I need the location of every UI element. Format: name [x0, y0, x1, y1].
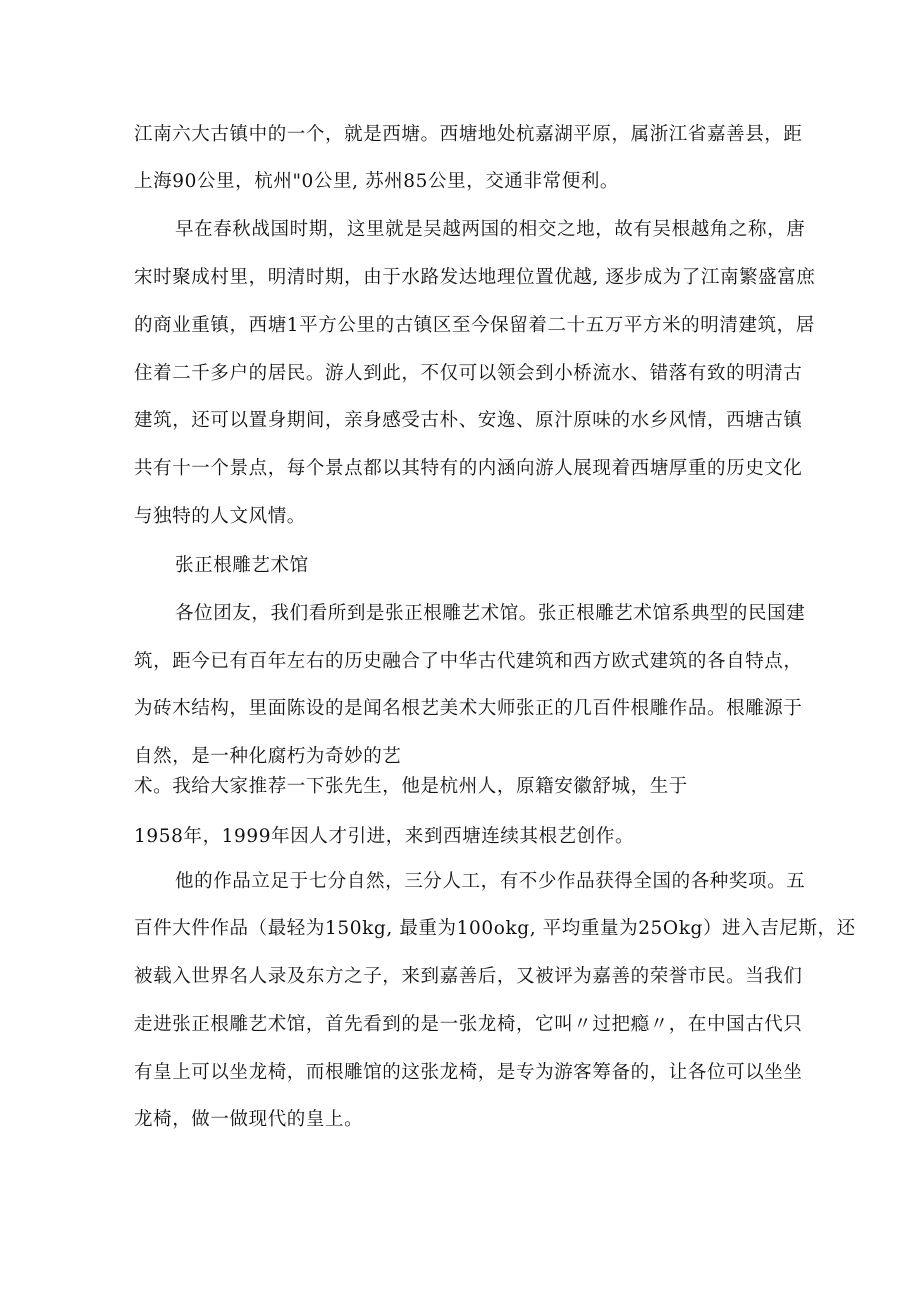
paragraph-line: 建筑，还可以置身期间，亲身感受古朴、安逸、原汁原味的水乡风情，西塘古镇 — [134, 410, 803, 431]
paragraph-line: 宋时聚成村里，明清时期，由于水路发达地理位置优越, 逐步成为了江南繁盛富庶 — [134, 267, 816, 288]
paragraph-line: 他的作品立足于七分自然，三分人工，有不少作品获得全国的各种奖项。五 — [175, 871, 806, 892]
paragraph-line: 走进张正根雕艺术馆，首先看到的是一张龙椅，它叫〃过把瘾〃，在中国古代只 — [134, 1014, 803, 1035]
paragraph-line: 百件大件作品（最轻为150kg, 最重为100okg, 平均重量为25Okg）进入吉尼斯，还 — [134, 918, 856, 939]
paragraph-line: 1958年，1999年因人才引进，来到西塘连续其根艺创作。 — [134, 826, 635, 847]
section-heading: 张正根雕艺术馆 — [175, 555, 309, 576]
paragraph-line: 为砖木结构，里面陈设的是闻名根艺美术大师张正的几百件根雕作品。根雕源于 — [134, 698, 803, 719]
paragraph-line: 与独特的人文风情。 — [134, 506, 306, 527]
paragraph-line: 的商业重镇，西塘1平方公里的古镇区至今保留着二十五万平方米的明清建筑，居 — [134, 315, 815, 336]
paragraph-line: 江南六大古镇中的一个，就是西塘。西塘地处杭嘉湖平原，属浙江省嘉善县，距 — [134, 124, 803, 145]
paragraph-line: 各位团友，我们看所到是张正根雕艺术馆。张正根雕艺术馆系典型的民国建 — [175, 603, 806, 624]
paragraph-line: 上海90公里，杭州"0公里, 苏州85公里，交通非常便利。 — [134, 171, 620, 192]
paragraph-line: 有皇上可以坐龙椅，而根雕馆的这张龙椅，是专为游客筹备的，让各位可以坐坐 — [134, 1062, 803, 1083]
paragraph-line: 术。我给大家推荐一下张先生，他是杭州人，原籍安徽舒城，生于 — [134, 776, 688, 797]
paragraph-line: 被载入世界名人录及东方之子，来到嘉善后，又被评为嘉善的荣誉市民。当我们 — [134, 966, 803, 987]
paragraph-line: 龙椅，做一做现代的皇上。 — [134, 1109, 364, 1130]
paragraph-line: 住着二千多户的居民。游人到此，不仅可以领会到小桥流水、错落有致的明清古 — [134, 363, 803, 384]
paragraph-line: 自然，是一种化腐朽为奇妙的艺 — [134, 746, 402, 767]
paragraph-line: 早在春秋战国时期，这里就是吴越两国的相交之地，故有吴根越角之称，唐 — [175, 219, 806, 240]
paragraph-line: 共有十一个景点，每个景点都以其特有的内涵向游人展现着西塘厚重的历史文化 — [134, 458, 803, 479]
paragraph-line: 筑，距今已有百年左右的历史融合了中华古代建筑和西方欧式建筑的各自特点， — [134, 651, 803, 672]
